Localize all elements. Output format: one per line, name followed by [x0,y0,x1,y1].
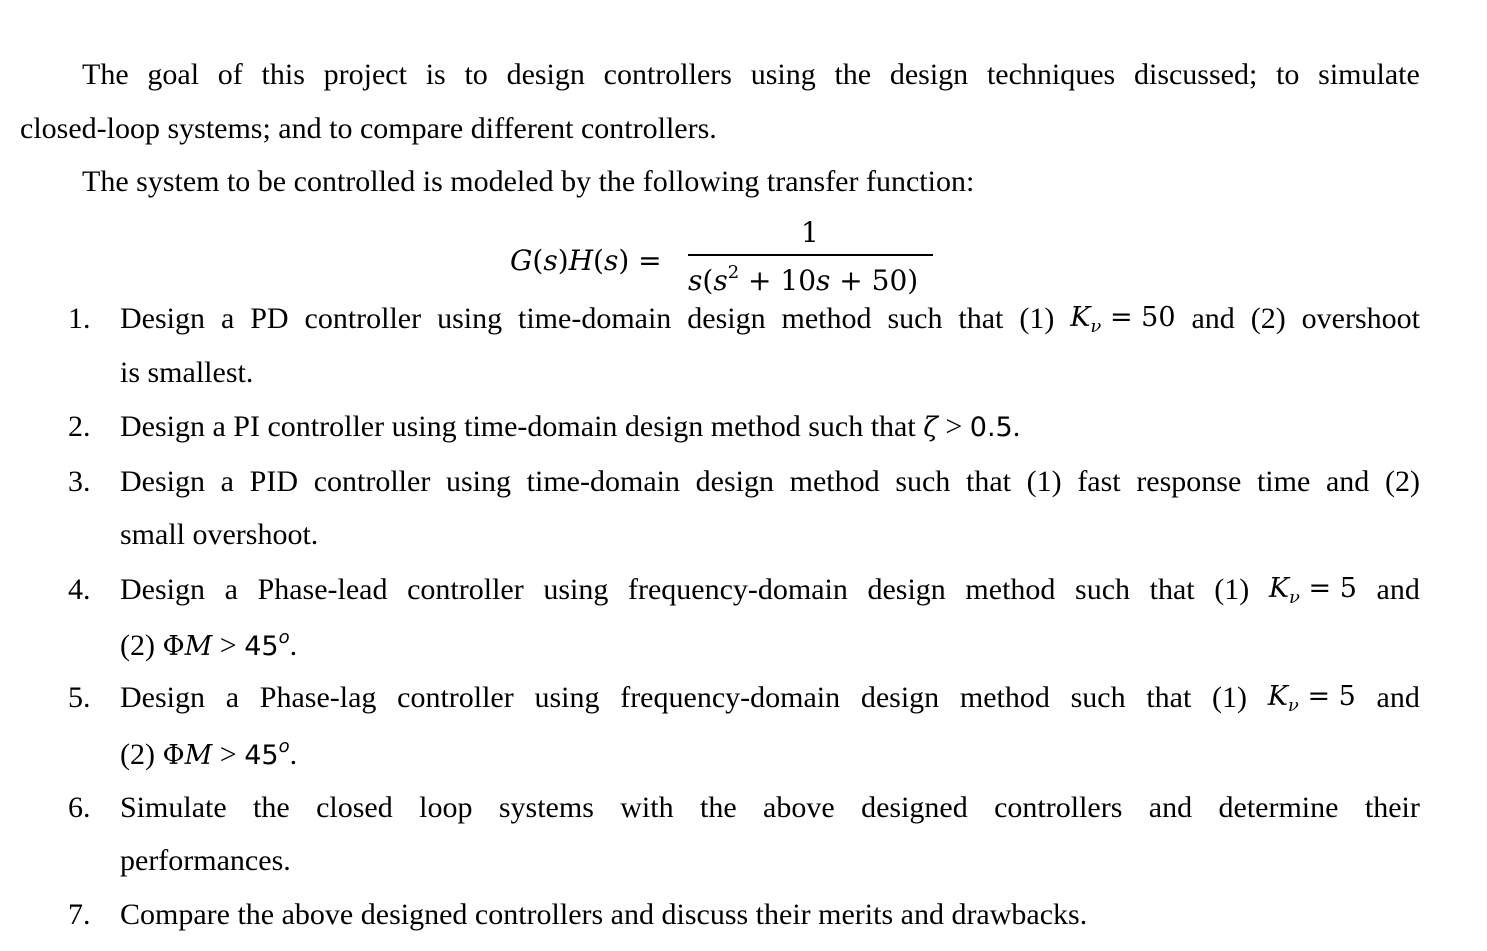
intro-word: The [82,58,129,91]
item-3-word: (1) [1026,465,1062,498]
item-6-word: closed [316,791,393,824]
intro-word: goal [147,58,200,91]
item-2-line-1: Design a PI controller using time-domain design method such that ζ > 0.5. [120,410,1021,443]
intro-word: this [261,58,305,91]
item-7-marker: 7. [68,898,91,931]
item-3-word: method [789,465,880,498]
item-6-line-1 [120,793,1420,823]
item-5-marker: 5. [68,681,91,714]
intro-word: controllers [603,58,732,91]
item-6-word: Simulate [120,791,227,824]
item-6-marker: 6. [68,791,91,824]
equation-numerator: 1 [801,216,819,249]
item-6-word: and [1148,791,1193,824]
intro-word: design [506,58,585,91]
item-3-marker: 3. [68,465,91,498]
item-3-word: using [445,465,511,498]
item-4-line-2: (2) $\Phi M > 45^o$. [120,627,298,662]
item-6-word: above [763,791,835,824]
item-3-word: that [965,465,1011,498]
intro-line-1 [82,60,1420,90]
item-3-word: such [895,465,951,498]
item-3-word: time-domain [526,465,680,498]
item-3-word: fast [1077,465,1121,498]
item-4-line-1: Design a Phase-lead controller using frequency-domain design method such that (1) $K_\nu = 5$ and [120,573,1420,608]
intro-line-3: The system to be controlled is modeled by the following transfer function: [82,165,975,198]
intro-word: project [323,58,407,91]
equation-lhs: G(s)H(s) = [510,244,662,277]
item-3-line-1 [120,467,1420,497]
item-1-marker: 1. [68,302,91,335]
item-3-word: PID [249,465,299,498]
intro-word: techniques [986,58,1116,91]
intro-word: the [834,58,872,91]
item-7-line-1: Compare the above designed controllers and discuss their merits and drawbacks. [120,898,1088,931]
intro-word: of [217,58,243,91]
item-6-word: systems [498,791,594,824]
intro-word: using [750,58,816,91]
item-3-word: (2) [1384,465,1420,498]
intro-line-2: closed-loop systems; and to compare different controllers. [20,112,717,145]
item-3-word: Design [120,465,205,498]
intro-word: is [425,58,446,91]
item-1-line-1: Design a PD controller using time-domain design method such that (1) $K_\nu = 50$ and (2) overshoot [120,302,1420,337]
item-3-word: design [695,465,774,498]
item-6-word: their [1364,791,1420,824]
item-5-line-2: (2) $\Phi M > 45^o$. [120,736,298,771]
item-6-word: designed [861,791,968,824]
item-5-line-1: Design a Phase-lag controller using frequency-domain design method such that (1) $K_\nu = 5$ and [120,681,1420,716]
item-6-word: controllers [994,791,1123,824]
item-3-word: response [1136,465,1242,498]
item-3-word: time [1256,465,1311,498]
item-6-line-2: performances. [120,844,291,877]
intro-word: simulate [1318,58,1420,91]
item-2-marker: 2. [68,410,91,443]
equation-denominator: $s(s^2 + 10s + 50)$ [688,262,919,297]
item-6-word: determine [1218,791,1339,824]
intro-word: design [889,58,969,91]
item-6-word: the [700,791,737,824]
fraction-bar [688,254,933,256]
intro-word: to [464,58,488,91]
item-6-word: loop [419,791,473,824]
item-3-word: a [220,465,234,498]
item-3-word: controller [313,465,431,498]
intro-word: to [1276,58,1300,91]
item-6-word: the [253,791,290,824]
item-3-word: and [1325,465,1370,498]
item-6-word: with [620,791,674,824]
intro-word: discussed; [1133,58,1258,91]
item-1-line-2: is smallest. [120,356,254,389]
item-3-line-2: small overshoot. [120,518,319,551]
item-4-marker: 4. [68,573,91,606]
